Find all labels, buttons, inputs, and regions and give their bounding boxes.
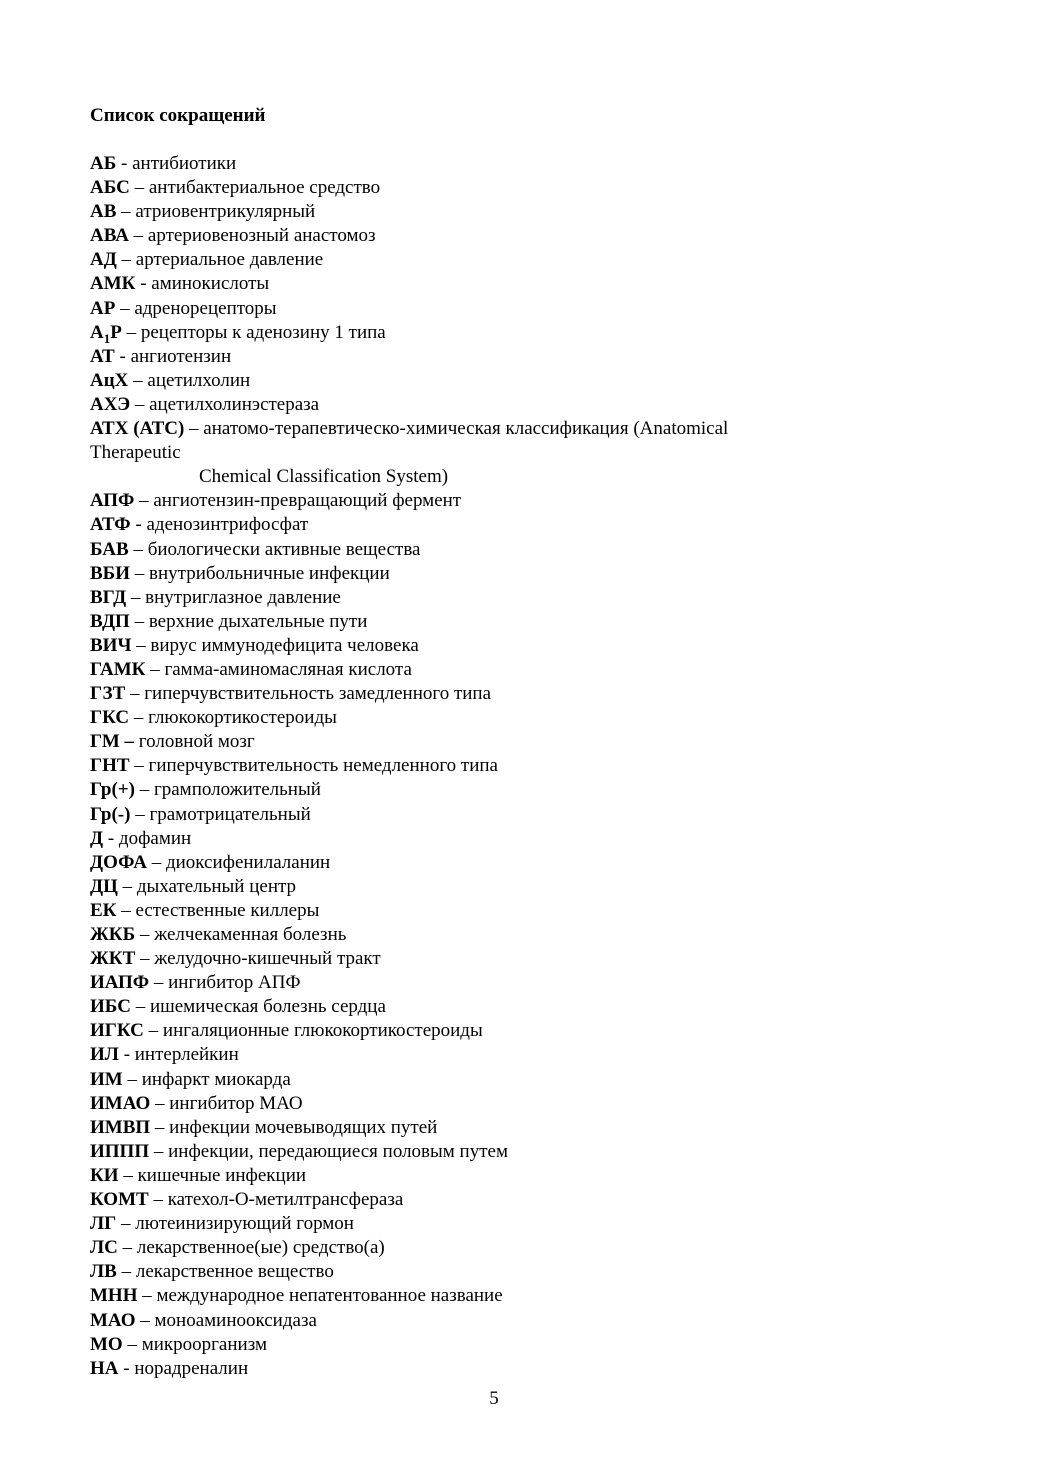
abbreviation-definition: желчекаменная болезнь	[154, 924, 347, 945]
abbreviation-entry	[90, 827, 990, 851]
abbreviation-entry	[90, 562, 990, 586]
abbreviation-definition-continued: Therapeutic	[90, 442, 181, 464]
abbreviation-definition: антибиотики	[132, 153, 237, 174]
abbreviation-definition: естественные киллеры	[135, 899, 320, 921]
abbreviation-term: АБС	[90, 177, 130, 199]
abbreviation-separator: –	[150, 1116, 170, 1138]
abbreviation-separator: –	[128, 225, 148, 247]
abbreviation-term: АТФ	[90, 514, 131, 536]
abbreviation-definition: гиперчувствительность немедленного типа	[148, 755, 498, 777]
abbreviation-entry	[90, 513, 990, 537]
abbreviation-definition: катехол-О-метилтрансфераза	[167, 1189, 404, 1211]
abbreviation-definition: гиперчувствительность замедленного типа	[144, 683, 492, 705]
abbreviation-separator: –	[128, 538, 148, 560]
abbreviation-separator: –	[130, 996, 150, 1018]
abbreviation-entry	[90, 682, 990, 706]
abbreviation-separator: –	[117, 875, 137, 897]
abbreviation-entry	[90, 248, 990, 272]
page-number: 5	[489, 1388, 499, 1409]
abbreviation-entry	[90, 730, 990, 754]
abbreviation-definition: анатомо-терапевтическо-химическая классификация (Anatomical	[203, 418, 729, 440]
abbreviation-term: АВА	[90, 225, 129, 247]
abbreviation-definition: головной мозг	[138, 731, 255, 753]
abbreviation-entry	[90, 1333, 990, 1357]
abbreviation-entry	[90, 200, 990, 224]
abbreviation-entry	[90, 995, 990, 1019]
abbreviation-entry	[90, 754, 990, 778]
abbreviation-definition: ингаляционные глюкокортикостероиды	[162, 1020, 483, 1042]
abbreviation-definition: грамотрицательный	[149, 803, 311, 825]
abbreviation-definition: международное непатентованное название	[156, 1285, 503, 1307]
abbreviation-entry	[90, 923, 990, 947]
abbreviation-term: ГНТ	[90, 755, 130, 777]
abbreviation-term: МО	[90, 1333, 123, 1355]
abbreviation-separator: –	[130, 803, 150, 825]
abbreviation-separator: –	[146, 851, 166, 873]
abbreviation-separator: –	[131, 634, 151, 656]
abbreviation-entry	[90, 610, 990, 634]
abbreviation-separator: –	[128, 369, 148, 391]
abbreviation-separator: –	[116, 249, 136, 271]
abbreviation-entry	[90, 1236, 990, 1260]
abbreviation-separator: –	[148, 1189, 168, 1211]
abbreviation-entry	[90, 1188, 990, 1212]
abbreviation-entry	[90, 851, 990, 875]
abbreviation-separator: –	[115, 297, 135, 319]
abbreviation-separator: -	[118, 1357, 135, 1379]
abbreviation-separator: –	[149, 972, 169, 994]
abbreviation-term: ЛГ	[90, 1213, 117, 1235]
abbreviation-term: ИМ	[90, 1068, 123, 1090]
abbreviation-entry	[90, 875, 990, 899]
abbreviation-term: АБ	[90, 153, 117, 174]
abbreviation-definition: антибактериальное средство	[148, 177, 381, 199]
abbreviation-definition: лютеинизирующий гормон	[135, 1213, 354, 1235]
abbreviation-separator: –	[116, 1213, 136, 1235]
abbreviation-term: МНН	[90, 1285, 138, 1307]
abbreviation-term: ИАПФ	[90, 972, 150, 994]
abbreviation-term: ВГД	[90, 586, 127, 608]
abbreviation-term: ИБС	[90, 996, 131, 1018]
abbreviation-separator: –	[143, 1020, 163, 1042]
abbreviation-definition: ацетилхолинэстераза	[149, 393, 320, 415]
abbreviation-list	[90, 152, 990, 1381]
abbreviation-entry	[90, 634, 990, 658]
abbreviation-entry	[90, 1284, 990, 1308]
abbreviation-definition: адренорецепторы	[134, 297, 277, 319]
abbreviation-definition: инфекции мочевыводящих путей	[169, 1116, 438, 1138]
abbreviation-separator: –	[130, 562, 150, 584]
abbreviation-separator: –	[129, 610, 149, 632]
abbreviation-separator: –	[117, 1237, 137, 1259]
abbreviation-separator: –	[134, 490, 154, 512]
abbreviation-definition: желудочно-кишечный тракт	[154, 948, 381, 970]
abbreviation-term: ИГКС	[90, 1020, 144, 1042]
abbreviation-separator: –	[137, 1285, 157, 1307]
abbreviation-definition: ингибитор АПФ	[168, 972, 301, 994]
abbreviation-definition: аминокислоты	[151, 273, 270, 295]
abbreviation-term: ЕК	[90, 899, 117, 921]
abbreviation-term: БАВ	[90, 538, 129, 560]
abbreviation-separator: –	[150, 1092, 170, 1114]
abbreviation-entry	[90, 803, 990, 827]
abbreviation-definition: ингибитор МАО	[169, 1092, 303, 1114]
abbreviation-term: КОМТ	[90, 1189, 149, 1211]
abbreviation-entry	[90, 586, 990, 610]
abbreviation-term: ИППП	[90, 1140, 150, 1162]
abbreviation-definition: диоксифенилаланин	[165, 851, 331, 873]
abbreviation-entry	[90, 1116, 990, 1140]
abbreviation-separator: -	[135, 273, 152, 295]
abbreviation-term: ДОФА	[90, 851, 147, 873]
abbreviation-separator: –	[149, 1140, 169, 1162]
abbreviation-entry	[90, 297, 990, 321]
abbreviation-definition: кишечные инфекции	[137, 1164, 307, 1186]
abbreviation-definition: верхние дыхательные пути	[148, 610, 368, 632]
abbreviation-term: ЖКБ	[90, 924, 136, 945]
abbreviation-term: АХЭ	[90, 393, 131, 415]
abbreviation-separator: –	[118, 1164, 138, 1186]
abbreviation-definition: биологически активные вещества	[147, 538, 421, 560]
abbreviation-separator: –	[116, 899, 136, 921]
abbreviation-definition: лекарственное вещество	[135, 1261, 334, 1283]
abbreviation-term-tail: Р	[110, 321, 122, 343]
abbreviation-definition: артериовенозный анастомоз	[147, 225, 376, 247]
abbreviation-separator: -	[130, 514, 147, 536]
abbreviation-definition: внутрибольничные инфекции	[149, 562, 390, 584]
abbreviation-entry	[90, 345, 990, 369]
abbreviation-separator: -	[103, 827, 119, 849]
abbreviation-entry	[90, 1019, 990, 1043]
abbreviation-definition: микроорганизм	[141, 1333, 267, 1355]
abbreviation-definition: ангиотензин	[130, 345, 232, 367]
abbreviation-definition: интерлейкин	[134, 1044, 239, 1066]
abbreviation-entry	[90, 272, 990, 296]
abbreviation-definition: норадреналин	[134, 1357, 249, 1379]
abbreviation-entry	[90, 176, 990, 200]
abbreviation-entry	[90, 1357, 990, 1381]
abbreviation-term: АР	[90, 297, 116, 319]
abbreviation-definition: аденозинтрифосфат	[146, 514, 309, 536]
abbreviation-definition: внутриглазное давление	[145, 586, 341, 608]
abbreviation-separator: –	[145, 658, 165, 680]
abbreviation-entry	[90, 152, 990, 176]
abbreviation-entry	[90, 1092, 990, 1116]
abbreviation-definition: дофамин	[118, 827, 192, 849]
abbreviation-term: ГКС	[90, 707, 130, 729]
abbreviation-term: ЛС	[90, 1237, 118, 1259]
abbreviation-term: АМК	[90, 273, 136, 295]
abbreviation-term: ИМВП	[90, 1116, 151, 1138]
abbreviation-entry	[90, 971, 990, 995]
abbreviation-entry	[90, 1068, 990, 1092]
abbreviation-entry	[90, 778, 990, 802]
abbreviation-separator: –	[135, 924, 155, 945]
abbreviation-definition: ишемическая болезнь сердца	[149, 996, 386, 1018]
abbreviation-separator: –	[122, 1333, 142, 1355]
abbreviation-entry	[90, 1140, 990, 1164]
abbreviation-definition: атриовентрикулярный	[135, 201, 316, 223]
abbreviation-definition: лекарственное(ые) средство(а)	[136, 1237, 385, 1259]
abbreviation-entry	[90, 224, 990, 248]
abbreviation-definition: глюкокортикостероиды	[148, 707, 337, 729]
abbreviation-term	[90, 321, 122, 346]
abbreviation-term: ВДП	[90, 610, 130, 632]
abbreviation-entry	[90, 321, 990, 345]
abbreviation-term: ЛВ	[90, 1261, 117, 1283]
abbreviation-definition: инфекции, передающиеся половым путем	[168, 1140, 508, 1162]
abbreviation-definition: рецепторы к аденозину 1 типа	[140, 321, 386, 343]
abbreviation-separator: –	[134, 779, 154, 801]
abbreviation-term: АТ	[90, 345, 115, 367]
abbreviation-definition-continued: Chemical Classification System)	[199, 466, 449, 488]
abbreviation-entry	[90, 1164, 990, 1188]
abbreviation-term: ГЗТ	[90, 683, 126, 705]
abbreviation-separator: -	[114, 345, 131, 367]
abbreviation-term: Гр(+)	[90, 779, 135, 801]
abbreviation-term: АВ	[90, 201, 117, 223]
abbreviation-definition: артериальное давление	[135, 249, 324, 271]
abbreviation-separator: –	[125, 683, 145, 705]
abbreviation-entry	[90, 538, 990, 562]
abbreviation-entry	[90, 489, 990, 513]
abbreviation-term: АТХ (АТС)	[90, 418, 185, 440]
abbreviation-term: НА	[90, 1357, 119, 1379]
abbreviation-term: ИЛ	[90, 1044, 119, 1066]
abbreviation-term: ВБИ	[90, 562, 131, 584]
abbreviation-entry	[90, 658, 990, 682]
abbreviation-separator: -	[118, 1044, 135, 1066]
abbreviation-separator: –	[116, 201, 136, 223]
abbreviation-term: ГАМК	[90, 658, 146, 680]
abbreviation-definition: грамположительный	[153, 779, 321, 801]
abbreviation-entry	[90, 947, 990, 971]
abbreviation-entry	[90, 417, 990, 489]
abbreviation-entry	[90, 1043, 990, 1067]
abbreviation-term: АПФ	[90, 490, 135, 512]
abbreviation-term-subscript: 1	[103, 330, 111, 346]
abbreviation-definition: ангиотензин-превращающий фермент	[153, 490, 462, 512]
abbreviation-term: ВИЧ	[90, 634, 132, 656]
abbreviation-separator: –	[122, 1068, 142, 1090]
abbreviation-term: ЖКТ	[90, 948, 136, 970]
abbreviation-definition: гамма-аминомасляная кислота	[164, 658, 412, 680]
abbreviation-entry	[90, 1260, 990, 1284]
abbreviation-separator: –	[135, 948, 155, 970]
abbreviation-entry	[90, 1309, 990, 1333]
abbreviation-entry	[90, 393, 990, 417]
abbreviation-separator: –	[135, 1309, 155, 1331]
abbreviation-separator: –	[130, 393, 150, 415]
abbreviation-term: ДЦ	[90, 875, 118, 897]
abbreviation-definition: вирус иммунодефицита человека	[150, 634, 419, 656]
abbreviation-term: ИМАО	[90, 1092, 151, 1114]
abbreviation-term: АД	[90, 249, 117, 271]
abbreviation-definition: дыхательный центр	[136, 875, 297, 897]
abbreviation-definition: моноаминооксидаза	[154, 1309, 317, 1331]
abbreviation-separator: –	[129, 707, 149, 729]
abbreviation-separator: –	[121, 321, 141, 343]
abbreviation-entry	[90, 369, 990, 393]
abbreviation-term-main: А	[90, 321, 104, 343]
abbreviation-separator: -	[116, 153, 133, 174]
abbreviation-entry	[90, 1212, 990, 1236]
abbreviation-definition: инфаркт миокарда	[141, 1068, 291, 1090]
abbreviation-entry	[90, 706, 990, 730]
abbreviation-term: МАО	[90, 1309, 136, 1331]
abbreviation-term: КИ	[90, 1164, 119, 1186]
abbreviation-separator: –	[184, 418, 204, 440]
abbreviation-term: ГМ –	[90, 731, 135, 753]
abbreviation-term: Д	[90, 827, 104, 849]
abbreviation-separator: –	[129, 755, 149, 777]
abbreviation-entry	[90, 899, 990, 923]
abbreviation-separator: –	[116, 1261, 136, 1283]
page-title: Список сокращений	[90, 105, 266, 126]
abbreviation-term: АцХ	[90, 369, 129, 391]
abbreviation-separator: –	[129, 177, 149, 199]
abbreviation-separator: –	[126, 586, 146, 608]
abbreviation-definition: ацетилхолин	[147, 369, 251, 391]
abbreviation-term: Гр(-)	[90, 803, 131, 825]
